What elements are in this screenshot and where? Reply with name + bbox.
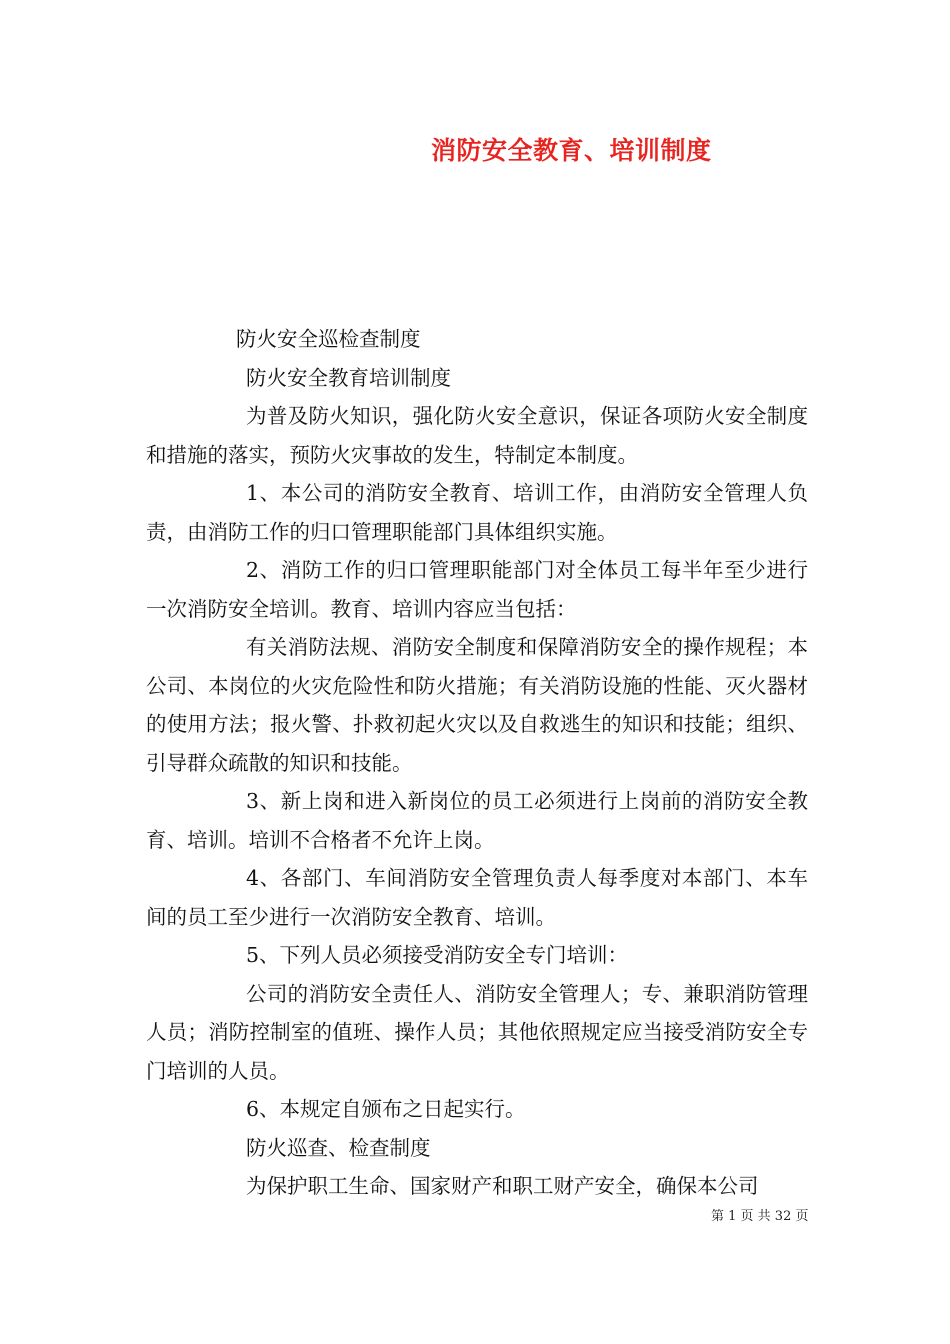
paragraph-item-3: 3、新上岗和进入新岗位的员工必须进行上岗前的消防安全教育、培训。培训不合格者不允许上岗。 xyxy=(146,789,808,852)
paragraph-item-6: 6、本规定自颁布之日起实行。 xyxy=(246,1097,526,1121)
paragraph-item-4: 4、各部门、车间消防安全管理负责人每季度对本部门、本车间的员工至少进行一次消防安全教育、培训。 xyxy=(146,866,808,929)
paragraph-inspection-intro: 为保护职工生命、国家财产和职工财产安全，确保本公司 xyxy=(246,1174,759,1198)
paragraph-training-content: 有关消防法规、消防安全制度和保障消防安全的操作规程；本公司、本岗位的火灾危险性和防火措施；有关消防设施的性能、灭火器材的使用方法；报火警、扑救初起火灾以及自救逃生的知识和技能；组织、引导群众疏散的知识和技能。 xyxy=(146,635,808,775)
page-number: 第 1 页 共 32 页 xyxy=(711,1209,809,1224)
document-title: 消防安全教育、培训制度 xyxy=(431,136,712,165)
document-body xyxy=(146,320,808,1206)
paragraph-heading-inspection: 防火巡查、检查制度 xyxy=(246,1135,431,1160)
paragraph-item-5: 5、下列人员必须接受消防安全专门培训： xyxy=(246,943,629,967)
paragraph-heading-patrol: 防火安全巡检查制度 xyxy=(236,327,421,351)
paragraph-item-1: 1、本公司的消防安全教育、培训工作，由消防安全管理人负责，由消防工作的归口管理职能部门具体组织实施。 xyxy=(146,481,808,544)
paragraph-heading-training: 防火安全教育培训制度 xyxy=(246,365,451,390)
paragraph-intro: 为普及防火知识，强化防火安全意识，保证各项防火安全制度和措施的落实，预防火灾事故的发生，特制定本制度。 xyxy=(146,404,808,467)
paragraph-item-2: 2、消防工作的归口管理职能部门对全体员工每半年至少进行一次消防安全培训。教育、培训内容应当包括： xyxy=(146,558,808,621)
paragraph-special-personnel: 公司的消防安全责任人、消防安全管理人；专、兼职消防管理人员；消防控制室的值班、操作人员；其他依照规定应当接受消防安全专门培训的人员。 xyxy=(146,981,808,1083)
